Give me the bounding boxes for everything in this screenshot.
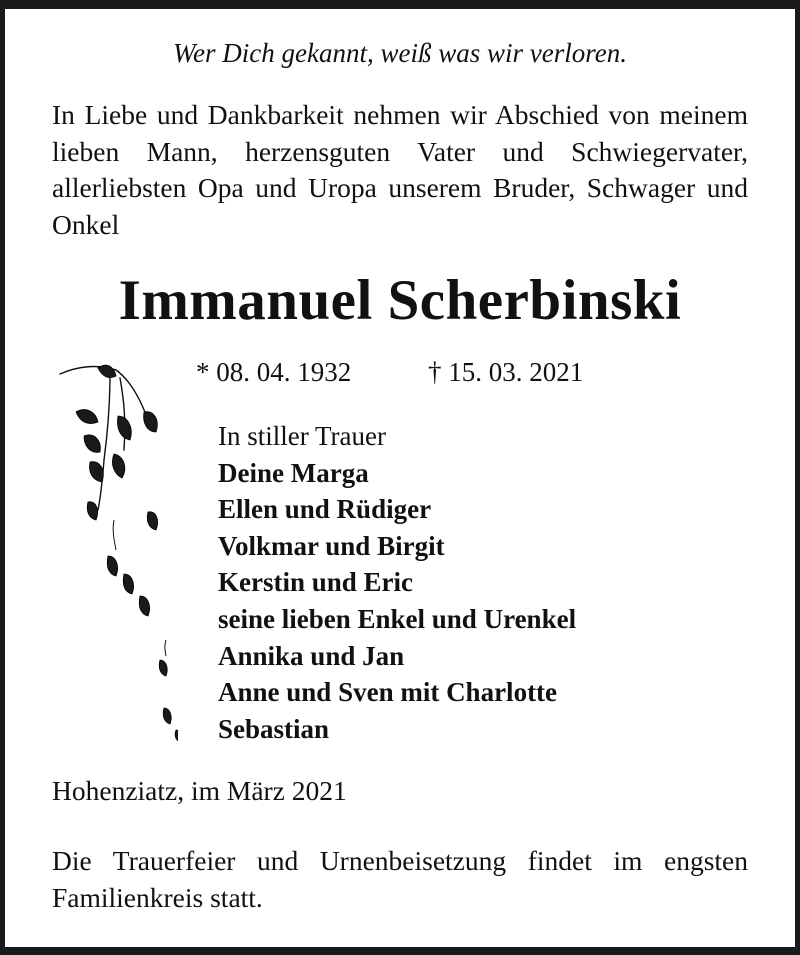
death-date: † 15. 03. 2021 [428, 357, 584, 387]
place-and-date: Hohenziatz, im März 2021 [52, 775, 347, 806]
mourner-name: Annika und Jan [218, 640, 405, 671]
funeral-notice: Die Trauerfeier und Urnenbeisetzung findet im engsten Familienkreis statt. [52, 845, 748, 913]
mourner-name: Deine Marga [218, 457, 369, 488]
intro-text: In Liebe und Dankbarkeit nehmen wir Abschied von meinem lieben Mann, herzensguten Vater und Schwiegervater, allerliebsten Opa und Uropa unserem Bruder, Schwager und Onkel [52, 99, 748, 240]
leaf-branch-icon [58, 360, 178, 750]
mourner-name: seine lieben Enkel und Urenkel [218, 603, 577, 634]
motto: Wer Dich gekannt, weiß was wir verloren. [173, 38, 627, 68]
mourner-name: Volkmar und Birgit [218, 530, 445, 561]
mourner-name: Anne und Sven mit Charlotte [218, 677, 558, 708]
mourner-name: Kerstin und Eric [218, 567, 414, 598]
deceased-name: Immanuel Scherbinski [118, 269, 682, 332]
mourner-name: Ellen und Rüdiger [218, 494, 432, 525]
mourners-list [218, 418, 576, 747]
birth-date: * 08. 04. 1932 [196, 357, 352, 387]
mourner-name: Sebastian [218, 713, 330, 744]
mourning-heading: In stiller Trauer [218, 421, 386, 451]
